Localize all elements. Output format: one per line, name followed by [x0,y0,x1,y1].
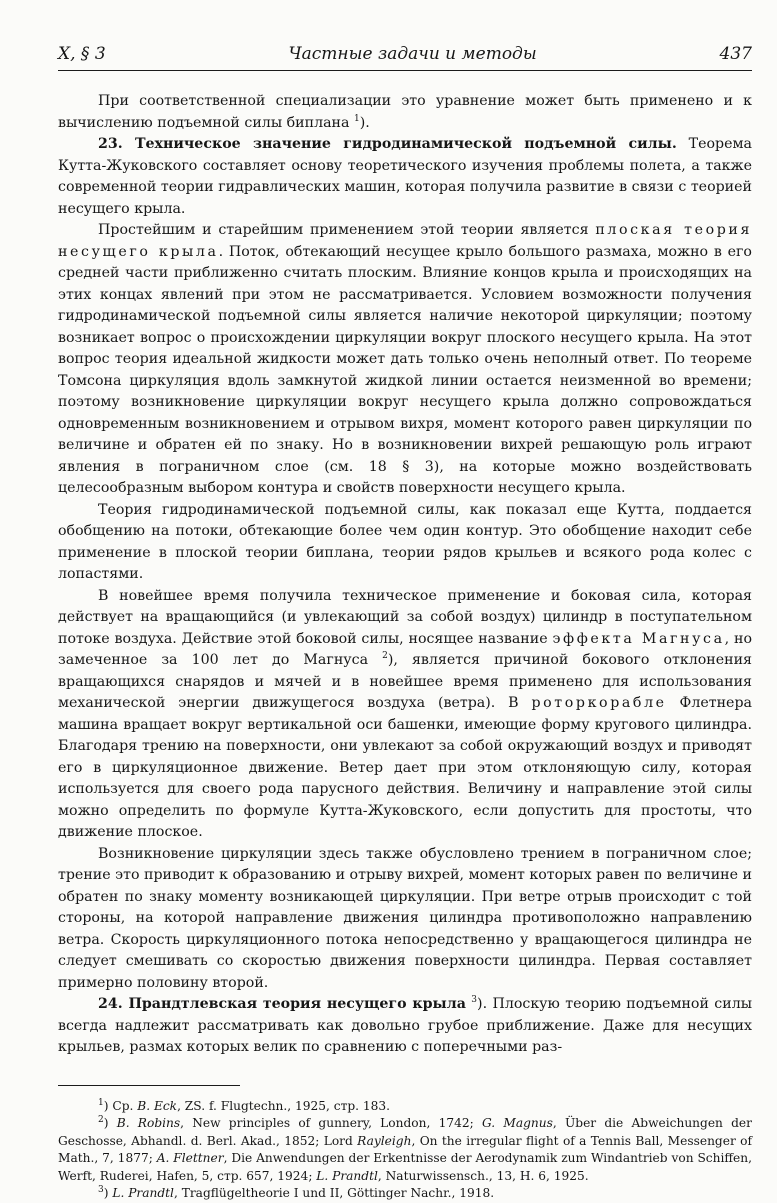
footnote [58,1115,752,1185]
footnote [58,1185,752,1203]
footnote-text: , On the irregular flight of a Tennis Ball, Messenger of Math., 7, 1877; [58,1134,752,1166]
book-page [58,44,752,1203]
author-name: G. Magnus [482,1116,553,1130]
section-ref: X, § 3 [58,44,106,64]
footnote-text: ) [104,1186,113,1200]
paragraph: Возникновение циркуляции здесь также обусловлено трением в пограничном слое; трение это приводит к образованию и отрыву вихрей, момент которых равен по величине и обратен по знаку моменту возникающей циркуляции. При ветре отрыв происходит с той стороны, на которой направление движения цилиндра противоположно направлению ветра. Скорость циркуляционного потока непосредственно у вращающегося цилиндра не следует смешивать со скоростью движения поверхности цилиндра. Первая составляет примерно половину второй. [58,844,752,995]
emphasized-term: роторкорабле [531,695,666,711]
author-name: B. Robins [117,1116,180,1130]
section-heading: 24. Прандтлевская теория несущего крыла [98,996,466,1012]
body-text [58,91,752,1059]
footnote-divider [58,1085,240,1086]
paragraph: В новейшее время получила техническое применение и боковая сила, которая действует на вращающийся (и увлекающий за собой воздух) цилиндр в поступательном потоке воздуха. Действие этой боковой силы, носящее название эффекта Магнуса, но замеченное за 100 лет до Магнуса $^2$), является причиной бокового отклонения вращающихся снарядов и мячей и в новейшее время применено для использования механической энергии движущегося воздуха (ветра). В роторкорабле Флетнера машина вращает вокруг вертикальной оси башенки, имеющие форму кругового цилиндра. Благодаря трению на поверхности, они увлекают за собой окружающий воздух и приводят его в циркуляционное движение. Ветер дает при этом отклоняющую силу, которая используется для своего рода парусного действия. Величину и направление этой силы можно определить по формуле Кутта-Жуковского, если допустить для простоты, что движение плоское. [58,586,752,844]
author-name: Rayleigh [357,1134,411,1148]
author-name: A. Flettner [157,1151,224,1165]
footnote-text: , Naturwissensch., 13, H. 6, 1925. [378,1169,589,1183]
footnote-text: , ZS. f. Flugtechn., 1925, стр. 183. [177,1099,390,1113]
paragraph: Простейшим и старейшим применением этой теории является плоская теория несущего крыла. Поток, обтекающий несущее крыло большого размаха, можно в его средней части приближенно считать плоским. Влияние концов крыла и происходящих на этих концах явлений при этом не рассматривается. Условием возможности получения гидродинамической подъемной силы является наличие некоторой циркуляции; поэтому возникает вопрос о происхождении циркуляции вокруг плоского несущего крыла. На этот вопрос теория идеальной жидкости может дать только очень неполный ответ. По теореме Томсона циркуляция вдоль замкнутой жидкой линии остается неизменной во времени; поэтому возникновение циркуляции вокруг несущего крыла должно сопровождаться одновременным возникновением и отрывом вихря, момент которого равен циркуляции по величине и обратен ей по знаку. Но в возникновении вихрей решающую роль играют явления в пограничном слое (см. 18 § 3), на которые можно воздействовать целесообразным выбором контура и свойств поверхности несущего крыла. [58,220,752,500]
footnote-ref[interactable]: 2 [382,651,388,661]
chapter-title: Частные задачи и методы [289,44,537,64]
footnote-text: , Die Anwendungen der Erkentnisse der Aerodynamik zum Windantrieb von Schiffen, Werft, Ruderei, Hafen, 5, стр. 657, 1924; [58,1151,752,1183]
emphasized-term: плоская теория несущего крыла [58,222,752,260]
footnote-text: ) [104,1116,117,1130]
footnote-mark: 1 [98,1098,104,1108]
footnote-mark: 3 [98,1185,104,1195]
footnote [58,1098,752,1116]
footnote-ref[interactable]: 3 [471,995,477,1005]
page-number: 437 [720,44,752,64]
section-heading: 23. Техническое значение гидродинамической подъемной силы. [98,136,677,152]
emphasized-term: эффекта Магнуса [552,631,724,647]
author-name: L. Prandtl [112,1186,174,1200]
footnote-text: , New principles of gunnery, London, 1742; [180,1116,482,1130]
footnote-text: , Tragflügeltheorie I und II, Göttinger Nachr., 1918. [174,1186,494,1200]
section-paragraph: 24. Прандтлевская теория несущего крыла $^3$). Плоскую теорию подъемной силы всегда надлежит рассматривать как довольно грубое приближение. Даже для несущих крыльев, размах которых велик по сравнению с поперечными раз- [58,994,752,1059]
footnote-text: ) Ср. [104,1099,138,1113]
footnote-mark: 2 [98,1115,104,1125]
paragraph: При соответственной специализации это уравнение может быть применено и к вычислению подъемной силы биплана $^1$). [58,91,752,134]
section-paragraph: 23. Техническое значение гидродинамической подъемной силы. Теорема Кутта-Жуковского составляет основу теоретического изучения проблемы полета, а также современной теории гидравлических машин, которая получила развитие в связи с теорией несущего крыла. [58,134,752,220]
footnote-ref[interactable]: 1 [354,114,360,124]
footnote-text: , Über die Abweichungen der Geschosse, Abhandl. d. Berl. Akad., 1852; Lord [58,1116,752,1148]
running-head [58,44,752,71]
footnotes [58,1098,752,1203]
author-name: B. Eck [137,1099,177,1113]
paragraph: Теория гидродинамической подъемной силы, как показал еще Кутта, поддается обобщению на потоки, обтекающие более чем один контур. Это обобщение находит себе применение в плоской теории биплана, теории рядов крыльев и всякого рода колес с лопастями. [58,500,752,586]
author-name: L. Prandtl [316,1169,378,1183]
